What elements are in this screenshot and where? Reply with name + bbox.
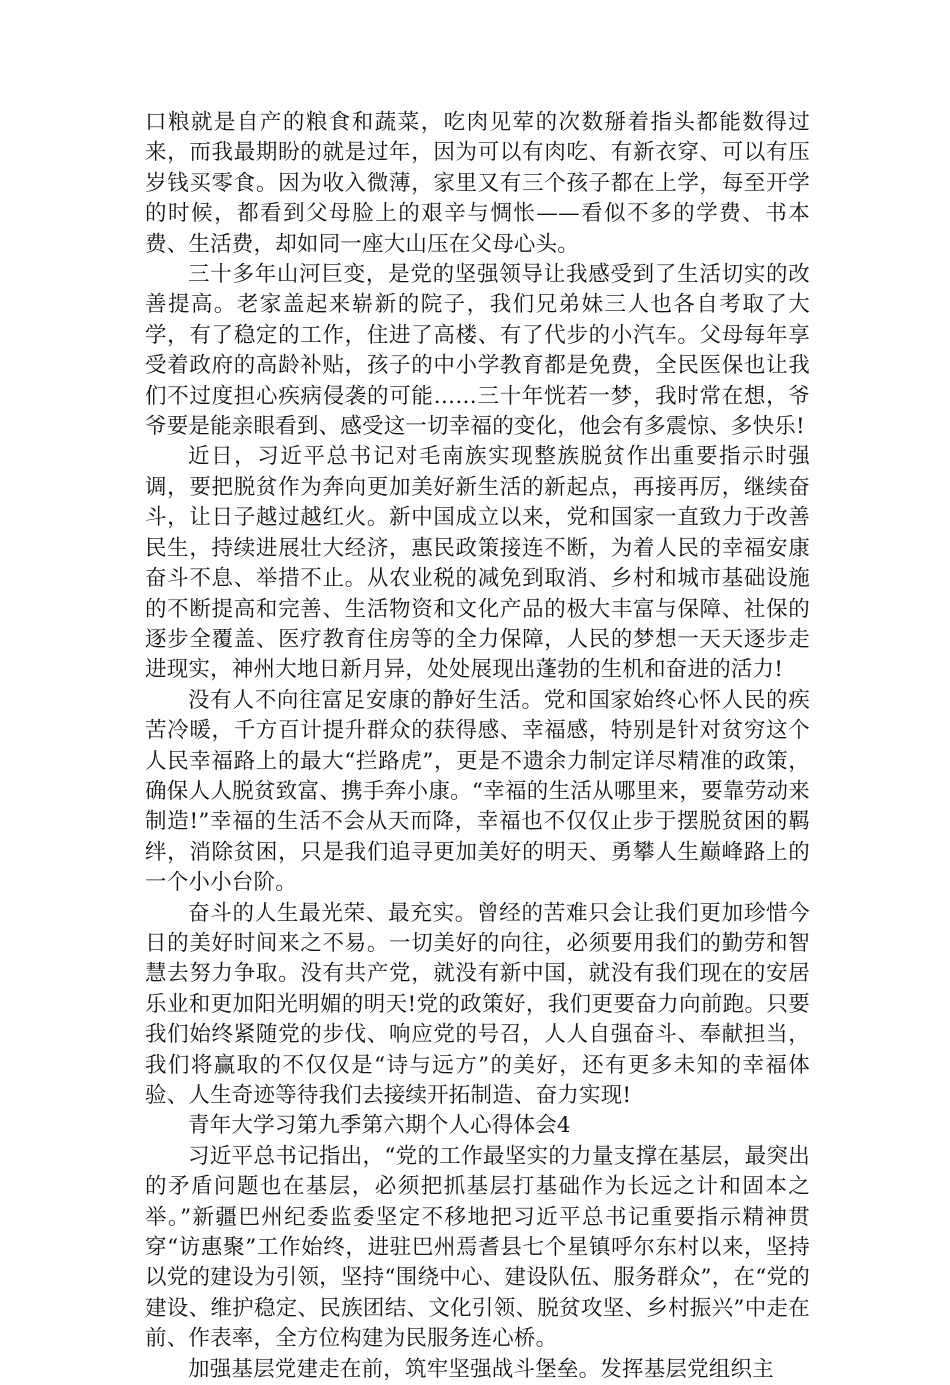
paragraph-grassroots: 习近平总书记指出，“党的工作最坚实的力量支撑在基层，最突出的矛盾问题也在基层，必须把抓基层打基础作为长远之计和固本之举。”新疆巴州纪委监委坚定不移地把习近平总书记重要指示精神贯穿“访惠聚”工作始终，进驻巴州焉耆县七个星镇呼尔东村以来，坚持以党的建设为引领，坚持“围绕中心、建设队伍、服务群众”，在“党的建设、维护稳定、民族团结、文化引领、脱贫攻坚、乡村振兴”中走在前、作表率，全方位构建为民服务连心桥。 (145, 1143, 810, 1352)
paragraph-continuation: 口粮就是自产的粮食和蔬菜，吃肉见荤的次数掰着指头都能数得过来，而我最期盼的就是过年，因为可以有肉吃、有新衣穿、可以有压岁钱买零食。因为收入微薄，家里又有三个孩子都在上学，每至开学的时候，都看到父母脸上的艰辛与惆怅——看似不多的学费、书本费、生活费，却如同一座大山压在父母心头。 (145, 110, 810, 257)
document-page (145, 108, 810, 1385)
section-heading: 青年大学习第九季第六期个人心得体会4 (188, 1113, 571, 1139)
paragraph-life-improvement: 三十多年山河巨变，是党的坚强领导让我感受到了生活切实的改善提高。老家盖起来崭新的院子，我们兄弟妹三人也各自考取了大学，有了稳定的工作，住进了高楼、有了代步的小汽车。父母每年享受着政府的高龄补贴，孩子的中小学教育都是免费，全民医保也让我们不过度担心疾病侵袭的可能……三十年恍若一梦，我时常在想，爷爷要是能亲眼看到、感受这一切幸福的变化，他会有多震惊、多快乐! (145, 262, 810, 440)
paragraph-struggle: 奋斗的人生最光荣、最充实。曾经的苦难只会让我们更加珍惜今日的美好时间来之不易。一切美好的向往，必须要用我们的勤劳和智慧去努力争取。没有共产党，就没有新中国，就没有我们现在的安居乐业和更加阳光明媚的明天!党的政策好，我们更要奋力向前跑。只要我们始终紧随党的步伐、响应党的号召，人人自强奋斗、奉献担当，我们将赢取的不仅仅是“诗与远方”的美好，还有更多未知的幸福体验、人生奇迹等待我们去接续开拓制造、奋力实现! (145, 900, 810, 1108)
paragraph-poverty-alleviation: 近日，习近平总书记对毛南族实现整族脱贫作出重要指示时强调，要把脱贫作为奔向更加美好新生活的新起点，再接再厉，继续奋斗，让日子越过越红火。新中国成立以来，党和国家一直致力于改善民生，持续进展壮大经济，惠民政策接连不断，为着人民的幸福安康奋斗不息、举措不止。从农业税的减免到取消、乡村和城市基础设施的不断提高和完善、生活物资和文化产品的极大丰富与保障、社保的逐步全覆盖、医疗教育住房等的全力保障，人民的梦想一天天逐步走进现实，神州大地日新月异，处处展现出蓬勃的生机和奋进的活力! (145, 444, 810, 683)
paragraph-party-building: 加强基层党建走在前，筑牢坚强战斗堡垒。发挥基层党组织主 (188, 1356, 774, 1382)
paragraph-happy-life: 没有人不向往富足安康的静好生活。党和国家始终心怀人民的疾苦冷暖，千方百计提升群众的获得感、幸福感，特别是针对贫穷这个人民幸福路上的最大“拦路虎”，更是不遗余力制定详尽精准的政策，确保人人脱贫致富、携手奔小康。“幸福的生活从哪里来，要靠劳动来制造!”幸福的生活不会从天而降，幸福也不仅仅止步于摆脱贫困的羁绊，消除贫困，只是我们追寻更加美好的明天、勇攀人生巅峰路上的一个小小台阶。 (145, 687, 810, 896)
